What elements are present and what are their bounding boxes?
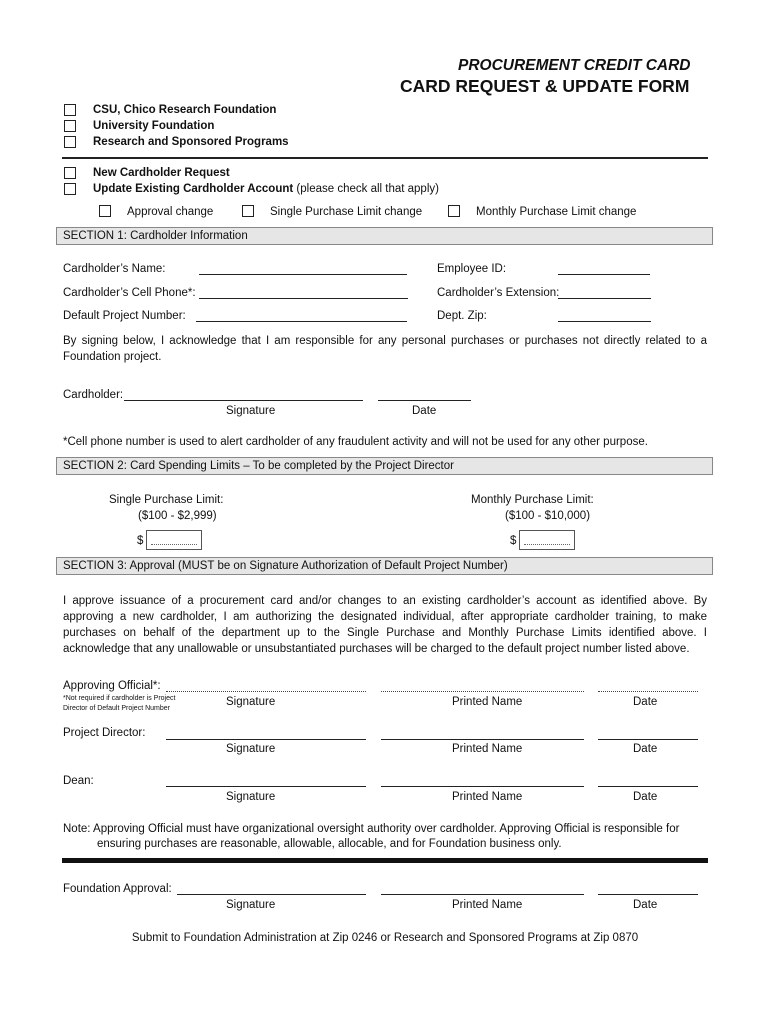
dept-zip-field[interactable] xyxy=(558,321,651,322)
update-account-label xyxy=(93,183,439,195)
section2-header: SECTION 2: Card Spending Limits – To be completed by the Project Director xyxy=(56,457,713,475)
cell-phone-note: *Cell phone number is used to alert cardholder of any fraudulent activity and will not be used for any other purpose. xyxy=(63,436,648,448)
project-director-date-caption: Date xyxy=(633,743,658,755)
dean-signature-field[interactable] xyxy=(166,786,366,787)
cardholder-name-field[interactable] xyxy=(199,274,407,275)
foundation-date-field[interactable] xyxy=(598,894,698,895)
update-account-checkbox[interactable] xyxy=(64,183,76,195)
header-divider xyxy=(62,157,708,159)
section1-header: SECTION 1: Cardholder Information xyxy=(56,227,713,245)
project-number-field[interactable] xyxy=(196,321,407,322)
org-checkbox-university-foundation[interactable] xyxy=(64,120,76,132)
org-checkbox-research-sponsored-programs[interactable] xyxy=(64,136,76,148)
approving-official-name-caption: Printed Name xyxy=(452,696,523,708)
extension-label: Cardholder’s Extension: xyxy=(437,287,560,299)
foundation-approval-label: Foundation Approval: xyxy=(63,883,172,895)
single-limit-label: Single Purchase Limit: xyxy=(109,494,224,506)
foundation-name-field[interactable] xyxy=(381,894,584,895)
dean-date-field[interactable] xyxy=(598,786,698,787)
approving-official-date-caption: Date xyxy=(633,696,658,708)
new-cardholder-checkbox[interactable] xyxy=(64,167,76,179)
approval-change-checkbox[interactable] xyxy=(99,205,111,217)
approving-official-label: Approving Official*: xyxy=(63,680,161,692)
employee-id-field[interactable] xyxy=(558,274,650,275)
cardholder-date-field[interactable] xyxy=(378,400,471,401)
approval-note-line-2: ensuring purchases are reasonable, allowable, allocable, and for Foundation business only. xyxy=(97,838,562,850)
dean-name-field[interactable] xyxy=(381,786,584,787)
cardholder-name-label: Cardholder’s Name: xyxy=(63,263,166,275)
approving-official-note-2: Director of Default Project Number xyxy=(63,705,170,712)
approving-official-date-field[interactable] xyxy=(598,691,698,692)
form-title: PROCUREMENT CREDIT CARD xyxy=(458,57,691,74)
approval-note-line-1: Note: Approving Official must have organizational oversight authority over cardholder. Approving Official is responsible for xyxy=(63,823,680,835)
cell-phone-field[interactable] xyxy=(199,298,408,299)
single-limit-currency: $ xyxy=(137,535,144,547)
monthly-limit-currency: $ xyxy=(510,535,517,547)
foundation-signature-field[interactable] xyxy=(177,894,366,895)
project-director-signature-field[interactable] xyxy=(166,739,366,740)
single-limit-range: ($100 - $2,999) xyxy=(138,510,217,522)
org-checkbox-research-foundation[interactable] xyxy=(64,104,76,116)
cardholder-date-caption: Date xyxy=(412,405,437,417)
dean-signature-caption: Signature xyxy=(226,791,276,803)
project-director-name-caption: Printed Name xyxy=(452,743,523,755)
cardholder-signature-caption: Signature xyxy=(226,405,276,417)
monthly-limit-label: Monthly Purchase Limit: xyxy=(471,494,594,506)
cardholder-label: Cardholder: xyxy=(63,389,124,401)
single-limit-change-label: Single Purchase Limit change xyxy=(270,206,423,218)
acknowledgement-text: By signing below, I acknowledge that I am responsible for any personal purchases or purchases not directly related to a Foundation project. xyxy=(63,335,707,363)
monthly-limit-change-label: Monthly Purchase Limit change xyxy=(476,206,637,218)
cell-phone-label: Cardholder’s Cell Phone*: xyxy=(63,287,196,299)
project-number-label: Default Project Number: xyxy=(63,310,186,322)
single-limit-input[interactable] xyxy=(146,530,202,550)
form-subtitle: CARD REQUEST & UPDATE FORM xyxy=(400,76,690,96)
approving-official-signature-caption: Signature xyxy=(226,696,276,708)
single-limit-change-checkbox[interactable] xyxy=(242,205,254,217)
approving-official-note-1: *Not required if cardholder is Project xyxy=(63,695,176,702)
extension-field[interactable] xyxy=(558,298,651,299)
org-label-research-foundation: CSU, Chico Research Foundation xyxy=(93,104,277,116)
approval-change-label: Approval change xyxy=(127,206,214,218)
new-cardholder-label: New Cardholder Request xyxy=(93,167,230,179)
monthly-limit-change-checkbox[interactable] xyxy=(448,205,460,217)
dean-name-caption: Printed Name xyxy=(452,791,523,803)
section-divider-thick xyxy=(62,858,708,863)
approving-official-name-field[interactable] xyxy=(381,691,584,692)
monthly-limit-input[interactable] xyxy=(519,530,575,550)
dept-zip-label: Dept. Zip: xyxy=(437,310,487,322)
foundation-date-caption: Date xyxy=(633,899,658,911)
approving-official-signature-field[interactable] xyxy=(166,691,366,692)
section3-header: SECTION 3: Approval (MUST be on Signature Authorization of Default Project Number) xyxy=(56,557,713,575)
monthly-limit-range: ($100 - $10,000) xyxy=(505,510,591,522)
org-label-research-sponsored-programs: Research and Sponsored Programs xyxy=(93,136,289,148)
dean-label: Dean: xyxy=(63,775,94,787)
update-account-label-bold: Update Existing Cardholder Account xyxy=(93,183,294,195)
foundation-signature-caption: Signature xyxy=(226,899,276,911)
dean-date-caption: Date xyxy=(633,791,658,803)
submission-instructions: Submit to Foundation Administration at Zip 0246 or Research and Sponsored Programs at Zip 0870 xyxy=(131,932,639,944)
project-director-date-field[interactable] xyxy=(598,739,698,740)
cardholder-signature-field[interactable] xyxy=(124,400,363,401)
approval-paragraph: I approve issuance of a procurement card and/or changes to an existing cardholder’s account as identified above. By approving a new cardholder, I am authorizing the designated individual, after appropriate cardholder training, to make purchases on behalf of the department up to the Single Purchase and Monthly Purchase Limits identified above. I acknowledge that any unallowable or unsubstantiated purchases will be charged to the default project number listed above. xyxy=(63,595,707,655)
update-account-note: (please check all that apply) xyxy=(293,183,439,195)
project-director-signature-caption: Signature xyxy=(226,743,276,755)
org-label-university-foundation: University Foundation xyxy=(93,120,215,132)
project-director-label: Project Director: xyxy=(63,727,146,739)
employee-id-label: Employee ID: xyxy=(437,263,507,275)
project-director-name-field[interactable] xyxy=(381,739,584,740)
foundation-name-caption: Printed Name xyxy=(452,899,523,911)
